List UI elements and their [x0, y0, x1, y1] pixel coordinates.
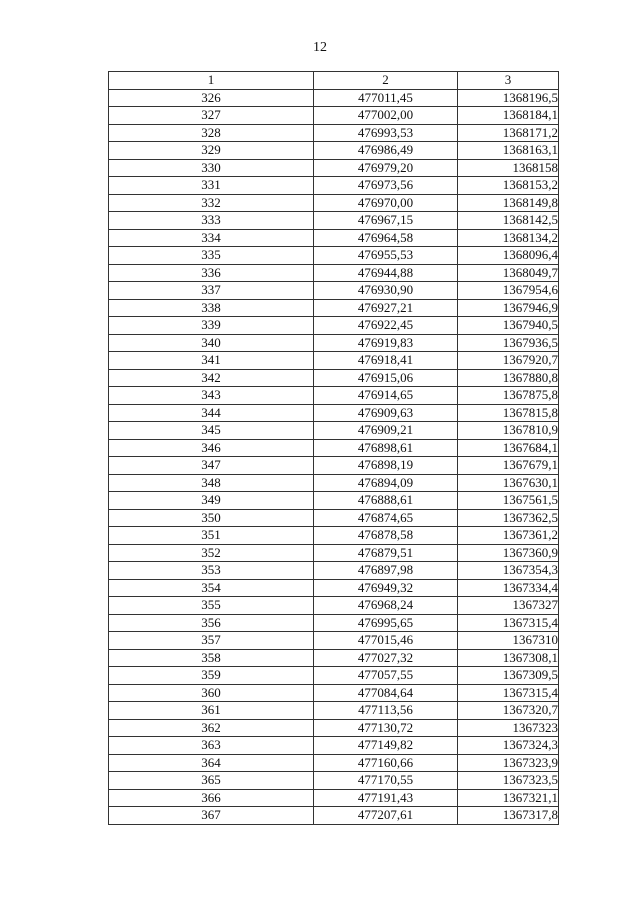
table-row — [109, 212, 559, 230]
cell-y-coordinate: 1368184,1 — [458, 107, 559, 125]
cell-y-coordinate: 1368153,2 — [458, 177, 559, 195]
cell-point-number: 329 — [109, 142, 314, 160]
cell-y-coordinate: 1367317,8 — [458, 807, 559, 825]
table-row — [109, 317, 559, 335]
cell-x-coordinate: 476898,61 — [314, 439, 458, 457]
cell-point-number: 341 — [109, 352, 314, 370]
cell-y-coordinate: 1367561,5 — [458, 492, 559, 510]
cell-x-coordinate: 477130,72 — [314, 719, 458, 737]
cell-point-number: 337 — [109, 282, 314, 300]
table-row — [109, 247, 559, 265]
cell-x-coordinate: 477011,45 — [314, 89, 458, 107]
cell-point-number: 327 — [109, 107, 314, 125]
cell-y-coordinate: 1367875,8 — [458, 387, 559, 405]
cell-y-coordinate: 1367880,8 — [458, 369, 559, 387]
cell-x-coordinate: 476918,41 — [314, 352, 458, 370]
cell-x-coordinate: 477002,00 — [314, 107, 458, 125]
cell-x-coordinate: 476968,24 — [314, 597, 458, 615]
cell-y-coordinate: 1367334,4 — [458, 579, 559, 597]
cell-point-number: 330 — [109, 159, 314, 177]
table-row — [109, 404, 559, 422]
cell-point-number: 366 — [109, 789, 314, 807]
cell-y-coordinate: 1367315,4 — [458, 614, 559, 632]
table-row — [109, 474, 559, 492]
cell-y-coordinate: 1368158 — [458, 159, 559, 177]
cell-point-number: 350 — [109, 509, 314, 527]
cell-y-coordinate: 1367327 — [458, 597, 559, 615]
table-row — [109, 579, 559, 597]
cell-point-number: 353 — [109, 562, 314, 580]
cell-x-coordinate: 477160,66 — [314, 754, 458, 772]
table-row — [109, 229, 559, 247]
cell-x-coordinate: 477057,55 — [314, 667, 458, 685]
cell-x-coordinate: 477170,55 — [314, 772, 458, 790]
cell-point-number: 359 — [109, 667, 314, 685]
cell-point-number: 326 — [109, 89, 314, 107]
cell-x-coordinate: 476874,65 — [314, 509, 458, 527]
table-row — [109, 719, 559, 737]
column-header-y: 3 — [458, 72, 559, 90]
table-row — [109, 737, 559, 755]
cell-y-coordinate: 1367940,5 — [458, 317, 559, 335]
cell-point-number: 334 — [109, 229, 314, 247]
cell-x-coordinate: 476979,20 — [314, 159, 458, 177]
cell-point-number: 348 — [109, 474, 314, 492]
cell-point-number: 338 — [109, 299, 314, 317]
cell-y-coordinate: 1367920,7 — [458, 352, 559, 370]
cell-x-coordinate: 477027,32 — [314, 649, 458, 667]
cell-point-number: 335 — [109, 247, 314, 265]
cell-x-coordinate: 476879,51 — [314, 544, 458, 562]
cell-point-number: 363 — [109, 737, 314, 755]
table-header-row — [109, 72, 559, 90]
cell-y-coordinate: 1367360,9 — [458, 544, 559, 562]
cell-y-coordinate: 1367308,1 — [458, 649, 559, 667]
table-row — [109, 562, 559, 580]
cell-x-coordinate: 476964,58 — [314, 229, 458, 247]
cell-x-coordinate: 476986,49 — [314, 142, 458, 160]
table-row — [109, 369, 559, 387]
cell-y-coordinate: 1367361,2 — [458, 527, 559, 545]
cell-y-coordinate: 1367362,5 — [458, 509, 559, 527]
cell-y-coordinate: 1367684,1 — [458, 439, 559, 457]
table-row — [109, 597, 559, 615]
table-row — [109, 789, 559, 807]
cell-x-coordinate: 476898,19 — [314, 457, 458, 475]
table-row — [109, 439, 559, 457]
cell-x-coordinate: 476967,15 — [314, 212, 458, 230]
cell-point-number: 347 — [109, 457, 314, 475]
cell-x-coordinate: 477015,46 — [314, 632, 458, 650]
cell-y-coordinate: 1367320,7 — [458, 702, 559, 720]
table-row — [109, 282, 559, 300]
cell-y-coordinate: 1367309,5 — [458, 667, 559, 685]
cell-y-coordinate: 1367321,1 — [458, 789, 559, 807]
cell-point-number: 351 — [109, 527, 314, 545]
cell-point-number: 346 — [109, 439, 314, 457]
cell-point-number: 358 — [109, 649, 314, 667]
cell-y-coordinate: 1368196,5 — [458, 89, 559, 107]
cell-x-coordinate: 476888,61 — [314, 492, 458, 510]
cell-x-coordinate: 476897,98 — [314, 562, 458, 580]
cell-point-number: 367 — [109, 807, 314, 825]
table-body — [109, 89, 559, 824]
table-row — [109, 649, 559, 667]
cell-point-number: 352 — [109, 544, 314, 562]
cell-x-coordinate: 477084,64 — [314, 684, 458, 702]
cell-y-coordinate: 1367946,9 — [458, 299, 559, 317]
cell-x-coordinate: 477149,82 — [314, 737, 458, 755]
cell-x-coordinate: 476995,65 — [314, 614, 458, 632]
table-row — [109, 457, 559, 475]
cell-point-number: 340 — [109, 334, 314, 352]
cell-x-coordinate: 476955,53 — [314, 247, 458, 265]
cell-point-number: 336 — [109, 264, 314, 282]
table-row — [109, 509, 559, 527]
table-row — [109, 107, 559, 125]
cell-y-coordinate: 1368049,7 — [458, 264, 559, 282]
cell-point-number: 357 — [109, 632, 314, 650]
table-row — [109, 614, 559, 632]
cell-x-coordinate: 476970,00 — [314, 194, 458, 212]
cell-y-coordinate: 1368134,2 — [458, 229, 559, 247]
column-header-point-number: 1 — [109, 72, 314, 90]
cell-x-coordinate: 476949,32 — [314, 579, 458, 597]
cell-x-coordinate: 476930,90 — [314, 282, 458, 300]
table-row — [109, 544, 559, 562]
cell-point-number: 344 — [109, 404, 314, 422]
cell-x-coordinate: 476909,63 — [314, 404, 458, 422]
table-row — [109, 667, 559, 685]
cell-y-coordinate: 1367315,4 — [458, 684, 559, 702]
table-row — [109, 422, 559, 440]
coordinates-table — [108, 71, 559, 825]
table-row — [109, 177, 559, 195]
cell-point-number: 365 — [109, 772, 314, 790]
cell-point-number: 356 — [109, 614, 314, 632]
cell-point-number: 355 — [109, 597, 314, 615]
cell-point-number: 332 — [109, 194, 314, 212]
table-row — [109, 702, 559, 720]
cell-point-number: 343 — [109, 387, 314, 405]
cell-point-number: 328 — [109, 124, 314, 142]
page-number: 12 — [313, 40, 327, 55]
cell-y-coordinate: 1368149,8 — [458, 194, 559, 212]
cell-x-coordinate: 477191,43 — [314, 789, 458, 807]
cell-x-coordinate: 476993,53 — [314, 124, 458, 142]
cell-x-coordinate: 477207,61 — [314, 807, 458, 825]
table-row — [109, 299, 559, 317]
cell-x-coordinate: 476944,88 — [314, 264, 458, 282]
cell-y-coordinate: 1368096,4 — [458, 247, 559, 265]
cell-y-coordinate: 1367936,5 — [458, 334, 559, 352]
cell-y-coordinate: 1367324,3 — [458, 737, 559, 755]
table-row — [109, 492, 559, 510]
cell-x-coordinate: 477113,56 — [314, 702, 458, 720]
table-row — [109, 334, 559, 352]
cell-point-number: 331 — [109, 177, 314, 195]
cell-point-number: 345 — [109, 422, 314, 440]
cell-x-coordinate: 476894,09 — [314, 474, 458, 492]
cell-point-number: 349 — [109, 492, 314, 510]
cell-y-coordinate: 1367679,1 — [458, 457, 559, 475]
cell-y-coordinate: 1367630,1 — [458, 474, 559, 492]
cell-point-number: 360 — [109, 684, 314, 702]
cell-x-coordinate: 476914,65 — [314, 387, 458, 405]
cell-y-coordinate: 1367323,9 — [458, 754, 559, 772]
table-row — [109, 352, 559, 370]
cell-y-coordinate: 1367354,3 — [458, 562, 559, 580]
cell-point-number: 342 — [109, 369, 314, 387]
cell-point-number: 364 — [109, 754, 314, 772]
table-row — [109, 142, 559, 160]
cell-x-coordinate: 476909,21 — [314, 422, 458, 440]
cell-y-coordinate: 1368171,2 — [458, 124, 559, 142]
cell-y-coordinate: 1367815,8 — [458, 404, 559, 422]
cell-y-coordinate: 1367323,5 — [458, 772, 559, 790]
cell-x-coordinate: 476919,83 — [314, 334, 458, 352]
cell-point-number: 362 — [109, 719, 314, 737]
column-header-x: 2 — [314, 72, 458, 90]
cell-y-coordinate: 1368163,1 — [458, 142, 559, 160]
table-row — [109, 527, 559, 545]
cell-y-coordinate: 1367810,9 — [458, 422, 559, 440]
table-row — [109, 124, 559, 142]
table-row — [109, 387, 559, 405]
cell-y-coordinate: 1367954,6 — [458, 282, 559, 300]
cell-point-number: 333 — [109, 212, 314, 230]
table-row — [109, 754, 559, 772]
table-row — [109, 89, 559, 107]
cell-y-coordinate: 1368142,5 — [458, 212, 559, 230]
cell-y-coordinate: 1367323 — [458, 719, 559, 737]
cell-x-coordinate: 476973,56 — [314, 177, 458, 195]
table-row — [109, 159, 559, 177]
table-row — [109, 632, 559, 650]
cell-y-coordinate: 1367310 — [458, 632, 559, 650]
cell-point-number: 361 — [109, 702, 314, 720]
cell-x-coordinate: 476878,58 — [314, 527, 458, 545]
cell-x-coordinate: 476922,45 — [314, 317, 458, 335]
table-row — [109, 264, 559, 282]
table-row — [109, 807, 559, 825]
cell-x-coordinate: 476927,21 — [314, 299, 458, 317]
cell-x-coordinate: 476915,06 — [314, 369, 458, 387]
table-row — [109, 194, 559, 212]
table-row — [109, 684, 559, 702]
table-row — [109, 772, 559, 790]
cell-point-number: 339 — [109, 317, 314, 335]
cell-point-number: 354 — [109, 579, 314, 597]
